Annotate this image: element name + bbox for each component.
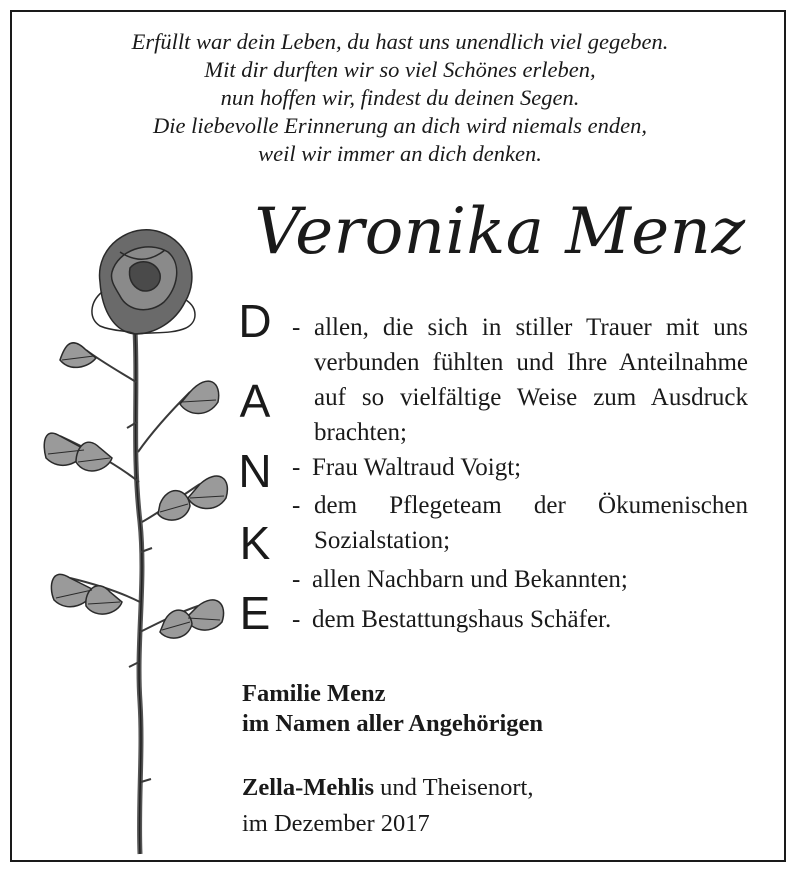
thanks-text: allen Nachbarn und Bekannten; — [312, 566, 628, 593]
thanks-item — [292, 562, 748, 597]
signature-date: im Dezember 2017 — [242, 810, 430, 837]
thanks-dash: - — [292, 606, 301, 633]
place-bold: Zella-Mehlis — [242, 774, 375, 801]
thanks-item — [292, 310, 748, 450]
thanks-dash: - — [292, 492, 301, 519]
deceased-name: Veronika Menz — [254, 195, 746, 269]
rose-icon — [40, 222, 230, 862]
danke-letter: N — [238, 445, 272, 497]
danke-letter: K — [239, 517, 271, 569]
thanks-dash: - — [292, 566, 301, 593]
place-rest: und Theisenort, — [380, 774, 534, 801]
poem-line: Mit dir durften wir so viel Schönes erleben, — [204, 57, 596, 82]
poem-line: Die liebevolle Erinnerung an dich wird niemals enden, — [152, 113, 648, 138]
thanks-item — [292, 488, 748, 558]
memorial-poem — [0, 28, 800, 168]
thanks-item — [292, 450, 748, 485]
poem-line: nun hoffen wir, findest du deinen Segen. — [220, 85, 580, 110]
thanks-text: Frau Waltraud Voigt; — [312, 454, 522, 481]
relatives-line: im Namen aller Angehörigen — [242, 710, 544, 737]
thanks-text: dem Pflegeteam der Ökumenischen Sozialstation; — [314, 492, 748, 554]
thanks-dash: - — [292, 314, 301, 341]
signature-place — [242, 772, 533, 804]
danke-letter: D — [238, 295, 272, 347]
signature-relatives — [242, 708, 543, 740]
danke-letter: E — [239, 587, 271, 639]
thanks-text: allen, die sich in stiller Trauer mit uns verbunden fühlten und Ihre Anteilnahme auf so vielfältige Weise zum Ausdruck brachten; — [314, 314, 748, 446]
signature-family — [242, 678, 386, 710]
thanks-text: dem Bestattungshaus Schäfer. — [312, 606, 612, 633]
poem-line: weil wir immer an dich denken. — [258, 141, 542, 166]
thanks-item — [292, 602, 748, 637]
family-name: Familie Menz — [242, 680, 386, 707]
poem-line: Erfüllt war dein Leben, du hast uns unendlich viel gegeben. — [131, 29, 669, 54]
thanks-dash: - — [292, 454, 301, 481]
danke-letter: A — [239, 375, 271, 427]
